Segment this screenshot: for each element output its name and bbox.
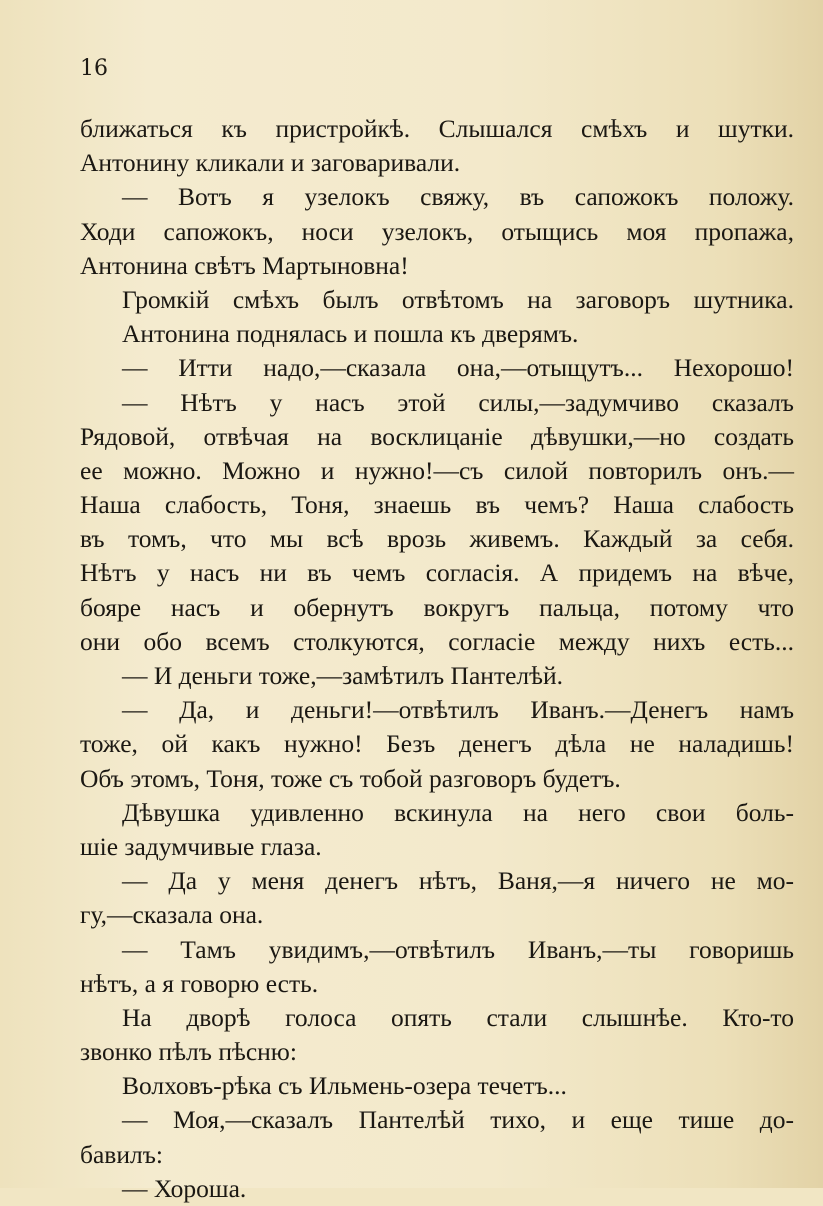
text-line: — Итти надо,—сказала она,—отыщутъ... Нехорошо!: [122, 353, 794, 383]
text-line: гу,—сказала она.: [80, 900, 264, 930]
text-line: Дѣвушка удивленно вскинула на него свои боль-: [122, 797, 794, 827]
text-line: Объ этомъ, Тоня, тоже съ тобой разговоръ будетъ.: [80, 763, 621, 793]
text-line: Ходи сапожокъ, носи узелокъ, отыщись моя пропажа,: [80, 216, 794, 246]
text-line: бавилъ:: [80, 1139, 163, 1169]
text-line: Антонину кликали и заговаривали.: [80, 148, 461, 178]
text-line: На дворѣ голоса опять стали слышнѣе. Кто-то: [122, 1002, 794, 1032]
text-line: шіе задумчивые глаза.: [80, 831, 322, 861]
page-number: 16: [80, 56, 108, 81]
text-line: — Вотъ я узелокъ свяжу, въ сапожокъ положу.: [122, 182, 794, 212]
page-text: [80, 112, 794, 1206]
text-line: Волховъ-рѣка съ Ильмень-озера течетъ...: [122, 1071, 567, 1101]
text-line: они обо всемъ столкуются, согласіе между нихъ есть...: [80, 626, 794, 656]
text-line: звонко пѣлъ пѣсню:: [80, 1037, 297, 1067]
text-line: — Нѣтъ у насъ этой силы,—задумчиво сказалъ: [122, 387, 794, 417]
text-line: — Тамъ увидимъ,—отвѣтилъ Иванъ,—ты говоришь: [122, 934, 794, 964]
text-line: тоже, ой какъ нужно! Безъ денегъ дѣла не наладишь!: [80, 729, 794, 759]
text-line: въ томъ, что мы всѣ врозь живемъ. Каждый за себя.: [80, 524, 794, 554]
text-line: бояре насъ и обернутъ вокругъ пальца, потому что: [80, 592, 794, 622]
text-line: — Да, и деньги!—отвѣтилъ Иванъ.—Денегъ намъ: [122, 695, 794, 725]
text-line: — И деньги тоже,—замѣтилъ Пантелѣй.: [122, 661, 563, 690]
text-line: Наша слабость, Тоня, знаешь въ чемъ? Наша слабость: [80, 490, 794, 520]
text-line: ее можно. Можно и нужно!—съ силой повторилъ онъ.—: [80, 455, 794, 485]
text-line: Рядовой, отвѣчая на восклицаніе дѣвушки,—но создать: [80, 421, 794, 451]
text-line: — Хороша.: [122, 1173, 247, 1203]
text-line: Антонина свѣтъ Мартыновна!: [80, 250, 409, 280]
text-line: Громкій смѣхъ былъ отвѣтомъ на заговоръ шутника.: [122, 284, 794, 314]
text-line: — Моя,—сказалъ Пантелѣй тихо, и еще тише до-: [122, 1105, 794, 1135]
text-line: — Да у меня денегъ нѣтъ, Ваня,—я ничего не мо-: [122, 866, 794, 896]
text-line: Антонина поднялась и пошла къ дверямъ.: [122, 319, 579, 349]
text-line: нѣтъ, а я говорю есть.: [80, 968, 319, 998]
text-line: Нѣтъ у насъ ни въ чемъ согласія. А придемъ на вѣче,: [80, 558, 794, 588]
text-line: ближаться къ пристройкѣ. Слышался смѣхъ и шутки.: [80, 114, 794, 143]
